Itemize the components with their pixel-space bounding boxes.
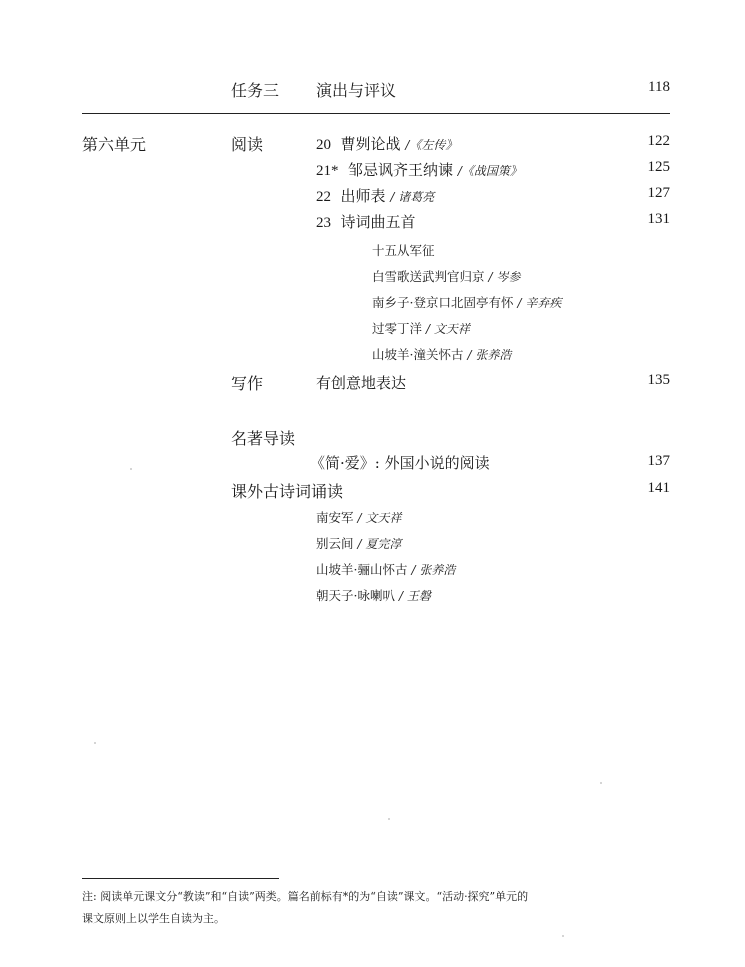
top-section-label: 任务三 [231,81,280,100]
top-section-title[interactable]: 演出与评议 [316,81,397,100]
poem-author: / 文天祥 [357,511,402,525]
poem-title: 山坡羊·潼关怀古 [372,347,464,362]
poem-title: 过零丁洋 [372,321,423,336]
poem-item[interactable] [372,241,435,259]
poem-author: / 张养浩 [411,563,456,577]
lesson-title: 出师表 [340,187,386,205]
lesson-page: 127 [647,185,670,201]
classics-page: 137 [647,453,670,469]
lesson-title: 诗词曲五首 [340,213,416,231]
lesson-title: 邹忌讽齐王纳谏 [348,161,454,179]
poem-item[interactable] [316,508,401,526]
poem-author: / 文天祥 [426,322,470,336]
poem-item[interactable] [372,319,470,337]
reading-label: 阅读 [231,135,264,154]
classics-label: 名著导读 [231,429,296,448]
poem-title: 南安军 [316,510,354,525]
poem-title: 白雪歌送武判官归京 [372,269,485,284]
lesson-page: 131 [647,211,670,227]
lesson-title: 曹刿论战 [340,135,401,153]
lesson-number: 20 [316,137,331,153]
header-divider [82,113,670,114]
extra-label[interactable]: 课外古诗词诵读 [231,482,344,501]
lesson-author: / 诸葛亮 [390,190,435,204]
lesson-author: /《战国策》 [457,164,522,178]
poem-title: 别云间 [316,536,354,551]
lesson-page: 125 [647,159,670,175]
poem-item[interactable] [316,586,431,604]
poem-item[interactable] [372,267,520,285]
writing-title[interactable]: 有创意地表达 [316,374,407,392]
writing-page: 135 [647,372,670,388]
scan-speck [600,782,602,784]
unit-label: 第六单元 [82,135,147,154]
poem-title: 山坡羊·骊山怀古 [316,562,408,577]
lesson-number: 21* [316,163,339,179]
scan-speck [130,468,132,470]
writing-label: 写作 [231,374,264,393]
scan-speck [388,818,390,820]
lesson-author: /《左传》 [405,138,458,152]
footnote-rule [82,878,279,879]
lesson-number: 23 [316,215,331,231]
footnote-line-1: 注: 阅读单元课文分“教读”和“自读”两类。篇名前标有*的为“自读”课文。“活动·探究”单元的 [82,890,529,903]
extra-page: 141 [647,480,670,496]
list-item[interactable] [316,185,434,206]
poem-item[interactable] [316,560,455,578]
list-item[interactable] [316,211,416,232]
scan-speck [562,935,564,937]
poem-title: 南乡子·登京口北固亭有怀 [372,295,514,310]
poem-title: 朝天子·咏喇叭 [316,588,395,603]
poem-author: / 辛弃疾 [517,296,562,310]
list-item[interactable] [316,159,522,180]
poem-item[interactable] [316,534,401,552]
footnote-line-2: 课文原则上以学生自读为主。 [82,912,225,925]
classics-title[interactable]: 《简·爱》: 外国小说的阅读 [310,454,490,472]
poem-author: / 岑参 [488,270,521,284]
top-section-page: 118 [648,79,670,95]
lesson-number: 22 [316,189,331,205]
poem-author: / 王磐 [398,589,431,603]
poem-author: / 夏完淳 [357,537,402,551]
poem-item[interactable] [372,293,561,311]
list-item[interactable] [316,133,457,154]
poem-item[interactable] [372,345,511,363]
poem-title: 十五从军征 [372,243,435,258]
poem-author: / 张养浩 [467,348,512,362]
lesson-page: 122 [647,133,670,149]
scan-speck [94,742,96,744]
